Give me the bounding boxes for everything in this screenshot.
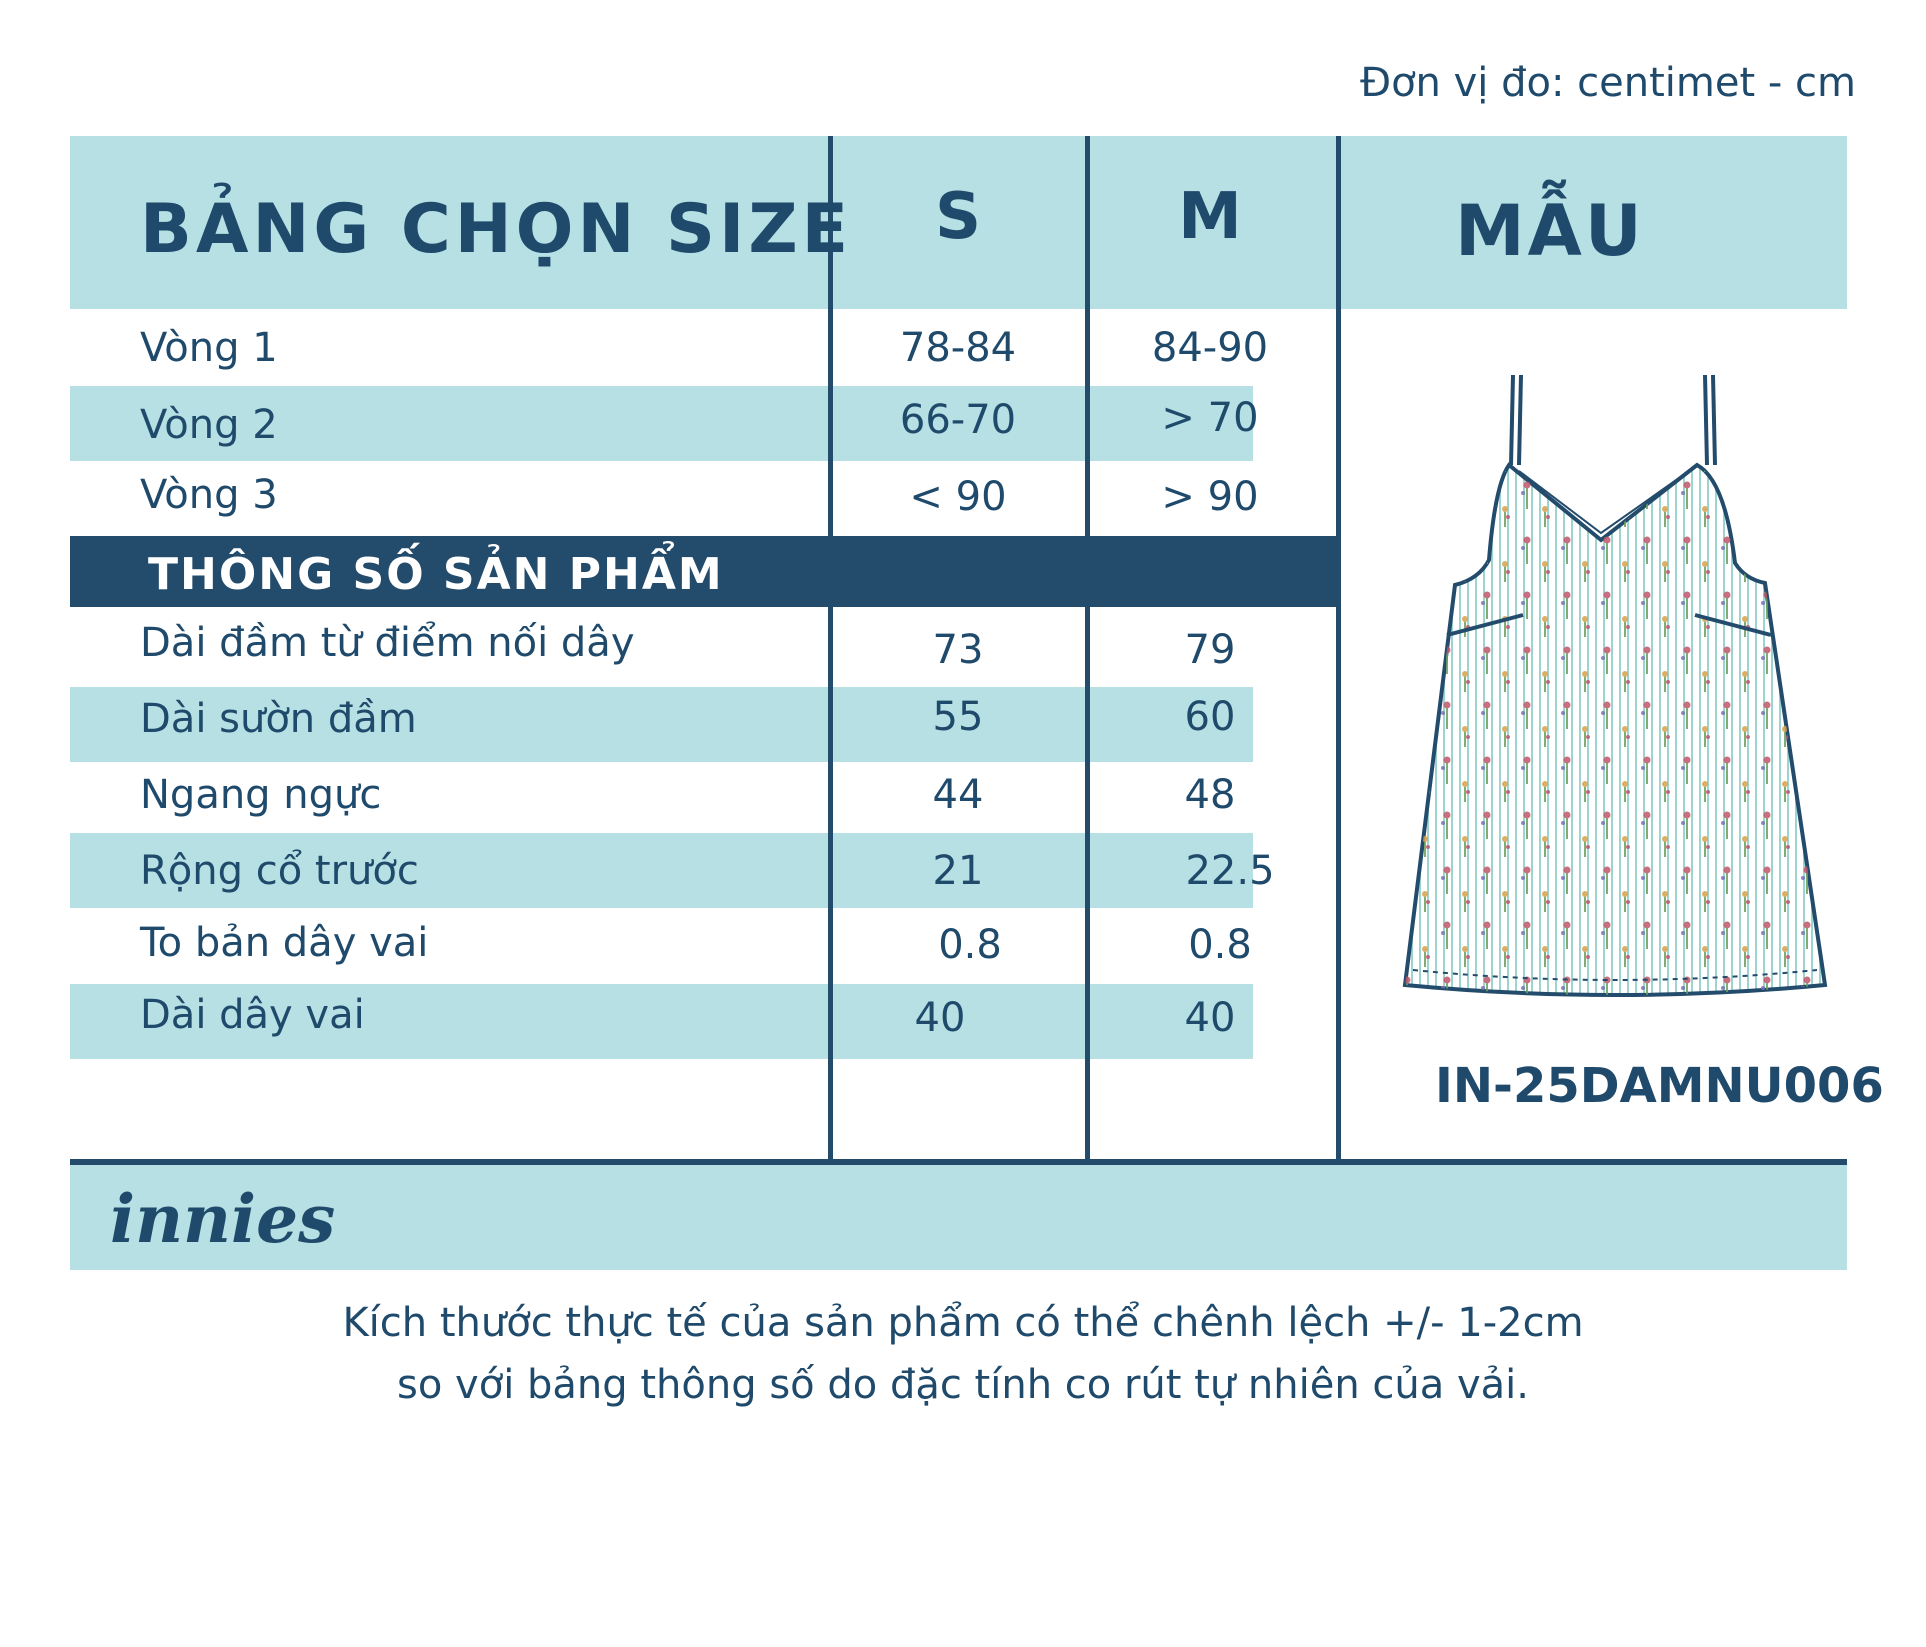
disclaimer-line-1: Kích thước thực tế của sản phẩm có thể chênh lệch +/- 1-2cm: [342, 1300, 1584, 1346]
cell-m: > 90: [1161, 474, 1259, 520]
row-label: Dài đầm từ điểm nối dây: [140, 620, 635, 666]
product-code: IN-25DAMNU006: [1435, 1058, 1884, 1114]
cell-s: 0.8: [938, 922, 1002, 968]
row-label: Dài dây vai: [140, 992, 365, 1038]
column-divider-3: [1336, 136, 1341, 1164]
product-spec-section-title: THÔNG SỐ SẢN PHẨM: [148, 549, 724, 600]
cell-s: 78-84: [899, 325, 1017, 371]
dress-illustration: [1395, 365, 1835, 1015]
row-label: Vòng 2: [140, 402, 278, 448]
row-label: Ngang ngực: [140, 772, 382, 818]
cell-s: 66-70: [899, 397, 1017, 443]
brand-band: [70, 1165, 1847, 1270]
innies-logo: innies: [110, 1180, 336, 1258]
cell-s: 55: [932, 694, 984, 740]
cell-m: > 70: [1161, 395, 1259, 441]
row-label: Vòng 3: [140, 472, 278, 518]
cell-s: 44: [932, 772, 984, 818]
row-label: Dài sườn đầm: [140, 696, 417, 742]
size-m-header: M: [1178, 180, 1242, 254]
cell-m: 79: [1184, 627, 1236, 673]
cell-s: 73: [932, 627, 984, 673]
cell-m: 22.5: [1185, 848, 1275, 894]
disclaimer-line-2: so với bảng thông số do đặc tính co rút tự nhiên của vải.: [397, 1362, 1529, 1408]
size-chart-title: BẢNG CHỌN SIZE: [140, 190, 853, 269]
size-s-header: S: [934, 180, 982, 254]
row-label: Vòng 1: [140, 325, 278, 371]
cell-s: < 90: [909, 474, 1007, 520]
cell-m: 40: [1184, 995, 1236, 1041]
cell-s: 40: [914, 995, 966, 1041]
cell-s: 21: [932, 848, 984, 894]
row-label: To bản dây vai: [140, 920, 429, 966]
cell-m: 60: [1184, 694, 1236, 740]
cell-m: 48: [1184, 772, 1236, 818]
unit-note: Đơn vị đo: centimet - cm: [1360, 60, 1856, 106]
cell-m: 0.8: [1188, 922, 1252, 968]
row-label: Rộng cổ trước: [140, 848, 419, 894]
cell-m: 84-90: [1151, 325, 1269, 371]
sample-header: MẪU: [1455, 190, 1645, 272]
